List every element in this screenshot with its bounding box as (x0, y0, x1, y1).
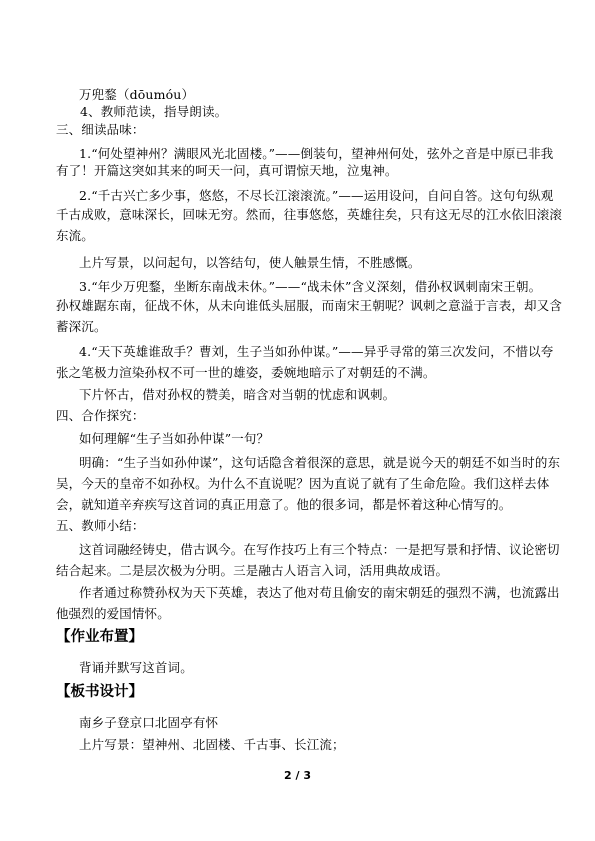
text-line: 1.“何处望神州？满眼风光北固楼。”——倒装句，望神州何处，弦外之音是中原已非我 (79, 146, 554, 161)
section-heading: 五、教师小结： (56, 518, 145, 533)
text-line: 结合起来。二是层次极为分明。三是融古人语言入词，活用典故成语。 (56, 563, 449, 578)
text-line: 这首词融经铸史，借古讽今。在写作技巧上有三个特点：一是把写景和抒情、议论密切 (79, 542, 560, 557)
text-line: 千古成败，意味深长，回味无穷。然而，往事悠悠，英雄往矣，只有这无尽的江水依旧滚滚 (56, 207, 563, 222)
text-line: 他强烈的爱国情怀。 (56, 606, 170, 621)
text-line: 4.“天下英雄谁敌手？曹刘，生子当如孙仲谋。”——异乎寻常的第三次发问，不惜以夸 (79, 344, 554, 359)
text-line: 孙权雄踞东南，征战不休，从未向谁低头屈服，而南宋王朝呢？讽刺之意溢于言表，却又含 (56, 298, 563, 313)
text-line: 下片怀古，借对孙权的赞美，暗含对当朝的忧虑和讽刺。 (79, 387, 396, 402)
text-line: 上片写景：望神州、北固楼、千古事、长江流； (79, 737, 345, 752)
text-line: 明确：“生子当如孙仲谋”，这句话隐含着很深的意思，就是说今天的朝廷不如当时的东 (79, 455, 561, 470)
section-heading: 四、合作探究： (56, 408, 145, 423)
page-number: 2 / 3 (284, 769, 311, 782)
text-line: 上片写景，以问起句，以答结句，使人触景生情，不胜感慨。 (79, 255, 421, 270)
text-line: 东流。 (56, 228, 94, 243)
text-line: 2.“千古兴亡多少事，悠悠，不尽长江滚滚流。”——运用设问，自问自答。这句句纵观 (79, 188, 554, 203)
text-line: 有了！开篇这突如其来的呵天一问，真可谓惊天地，泣鬼神。 (56, 163, 398, 178)
text-line: 作者通过称赞孙权为天下英雄，表达了他对苟且偷安的南宋朝廷的强烈不满，也流露出 (79, 585, 560, 600)
text-line: 4、教师范读，指导朗读。 (80, 104, 228, 119)
text-line: 背诵并默写这首词。 (79, 660, 193, 675)
section-heading: 三、细读品味： (56, 122, 145, 137)
text-line: 张之笔极力渲染孙权不可一世的雄姿，委婉地暗示了对朝廷的不满。 (56, 365, 436, 380)
text-line: 会，就知道辛弃疾写这首词的真正用意了。他的很多词，都是怀着这种心情写的。 (56, 497, 512, 512)
homework-heading: 【作业布置】 (56, 629, 143, 645)
text-line: 万兜鍪（dōumóu） (79, 87, 195, 102)
text-line: 如何理解“生子当如孙仲谋”一句？ (79, 431, 270, 446)
text-line: 南乡子登京口北固亭有怀 (79, 715, 219, 730)
text-line: 3.“年少万兜鍪，坐断东南战未休。”——“战未休”含义深刻，借孙权讽刺南宋王朝。 (79, 279, 542, 294)
board-design-heading: 【板书设计】 (56, 684, 143, 700)
text-line: 吴，今天的皇帝不如孙权。为什么不直说呢？因为直说了就有了生命危险。我们这样去体 (56, 476, 550, 491)
text-line: 蓄深沉。 (56, 319, 107, 334)
